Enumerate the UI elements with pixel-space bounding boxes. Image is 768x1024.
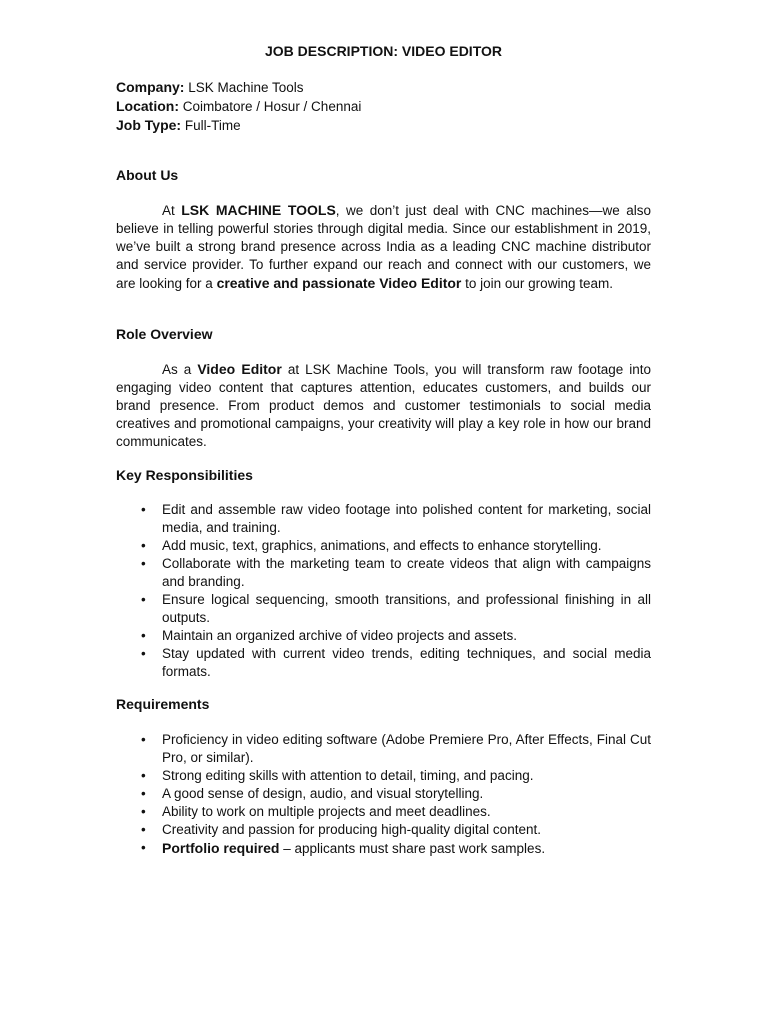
bullet: • bbox=[141, 840, 146, 855]
about-brand: LSK MACHINE TOOLS bbox=[181, 202, 336, 218]
list-item-text: Edit and assemble raw video footage into polished content for marketing, social media, and training. bbox=[162, 502, 651, 535]
portfolio-required: Portfolio required bbox=[162, 840, 280, 856]
bullet: • bbox=[141, 804, 146, 819]
about-heading: About Us bbox=[116, 167, 179, 183]
bullet: • bbox=[141, 502, 146, 517]
list-item bbox=[116, 645, 651, 681]
list-item-text: Creativity and passion for producing high-quality digital content. bbox=[162, 822, 541, 837]
list-item bbox=[116, 591, 651, 627]
role-heading: Role Overview bbox=[116, 326, 213, 342]
list-item bbox=[116, 731, 651, 767]
list-item bbox=[116, 803, 651, 821]
about-paragraph bbox=[116, 201, 651, 293]
bullet: • bbox=[141, 556, 146, 571]
jobtype-row bbox=[116, 116, 361, 135]
role-title: Video Editor bbox=[197, 361, 282, 377]
list-item bbox=[116, 767, 651, 785]
bullet: • bbox=[141, 592, 146, 607]
about-text-a: At bbox=[162, 203, 182, 218]
list-item-text: Stay updated with current video trends, editing techniques, and social media formats. bbox=[162, 646, 651, 679]
list-item bbox=[116, 839, 651, 858]
list-item-text: Ensure logical sequencing, smooth transitions, and professional finishing in all outputs. bbox=[162, 592, 651, 625]
list-item bbox=[116, 555, 651, 591]
responsibilities-heading: Key Responsibilities bbox=[116, 467, 253, 483]
bullet: • bbox=[141, 822, 146, 837]
bullet: • bbox=[141, 732, 146, 747]
requirements-heading: Requirements bbox=[116, 696, 210, 712]
requirements-list bbox=[116, 731, 651, 858]
list-item-text: A good sense of design, audio, and visual storytelling. bbox=[162, 786, 484, 801]
list-item-text: Collaborate with the marketing team to create videos that align with campaigns and branding. bbox=[162, 556, 651, 589]
list-item-text: Strong editing skills with attention to detail, timing, and pacing. bbox=[162, 768, 534, 783]
company-label: Company: bbox=[116, 79, 185, 95]
location-value: Coimbatore / Hosur / Chennai bbox=[182, 99, 362, 114]
about-text-c: to join our growing team. bbox=[461, 276, 613, 291]
portfolio-text: – applicants must share past work samples. bbox=[279, 841, 546, 856]
list-item-text: Maintain an organized archive of video projects and assets. bbox=[162, 628, 517, 643]
responsibilities-list bbox=[116, 501, 651, 681]
jobtype-label: Job Type: bbox=[116, 117, 182, 133]
bullet: • bbox=[141, 768, 146, 783]
about-text-b: , we don’t just deal with CNC machines—we also believe in telling powerful stories through digital media. Since our establishment in 2019, we’ve built a strong brand presence across India as a leading CNC machine distributor and service provider. To further expand our reach and connect with our customers, we are looking for a bbox=[116, 203, 652, 291]
list-item bbox=[116, 627, 651, 645]
role-paragraph bbox=[116, 360, 651, 451]
company-value: LSK Machine Tools bbox=[188, 80, 304, 95]
list-item-text: Ability to work on multiple projects and meet deadlines. bbox=[162, 804, 491, 819]
role-text-a: As a bbox=[162, 362, 198, 377]
document-title: JOB DESCRIPTION: VIDEO EDITOR bbox=[265, 43, 502, 59]
bullet: • bbox=[141, 628, 146, 643]
about-role: creative and passionate Video Editor bbox=[216, 275, 462, 291]
list-item bbox=[116, 501, 651, 537]
bullet: • bbox=[141, 786, 146, 801]
location-label: Location: bbox=[116, 98, 179, 114]
location-row bbox=[116, 97, 361, 116]
bullet: • bbox=[141, 646, 146, 661]
company-row bbox=[116, 78, 361, 97]
list-item-text: Add music, text, graphics, animations, and effects to enhance storytelling. bbox=[162, 538, 602, 553]
role-text-b: at LSK Machine Tools, you will transform raw footage into engaging video content that captures attention, educates customers, and builds our brand presence. From product demos and customer testimonials to social media creatives and promotional campaigns, your creativity will play a key role in how our brand communicates. bbox=[116, 362, 652, 449]
list-item bbox=[116, 537, 651, 555]
bullet: • bbox=[141, 538, 146, 553]
list-item bbox=[116, 821, 651, 839]
job-meta bbox=[116, 78, 361, 135]
list-item-text: Proficiency in video editing software (Adobe Premiere Pro, After Effects, Final Cut Pro, or similar). bbox=[162, 732, 651, 765]
jobtype-value: Full-Time bbox=[184, 118, 241, 133]
list-item bbox=[116, 785, 651, 803]
